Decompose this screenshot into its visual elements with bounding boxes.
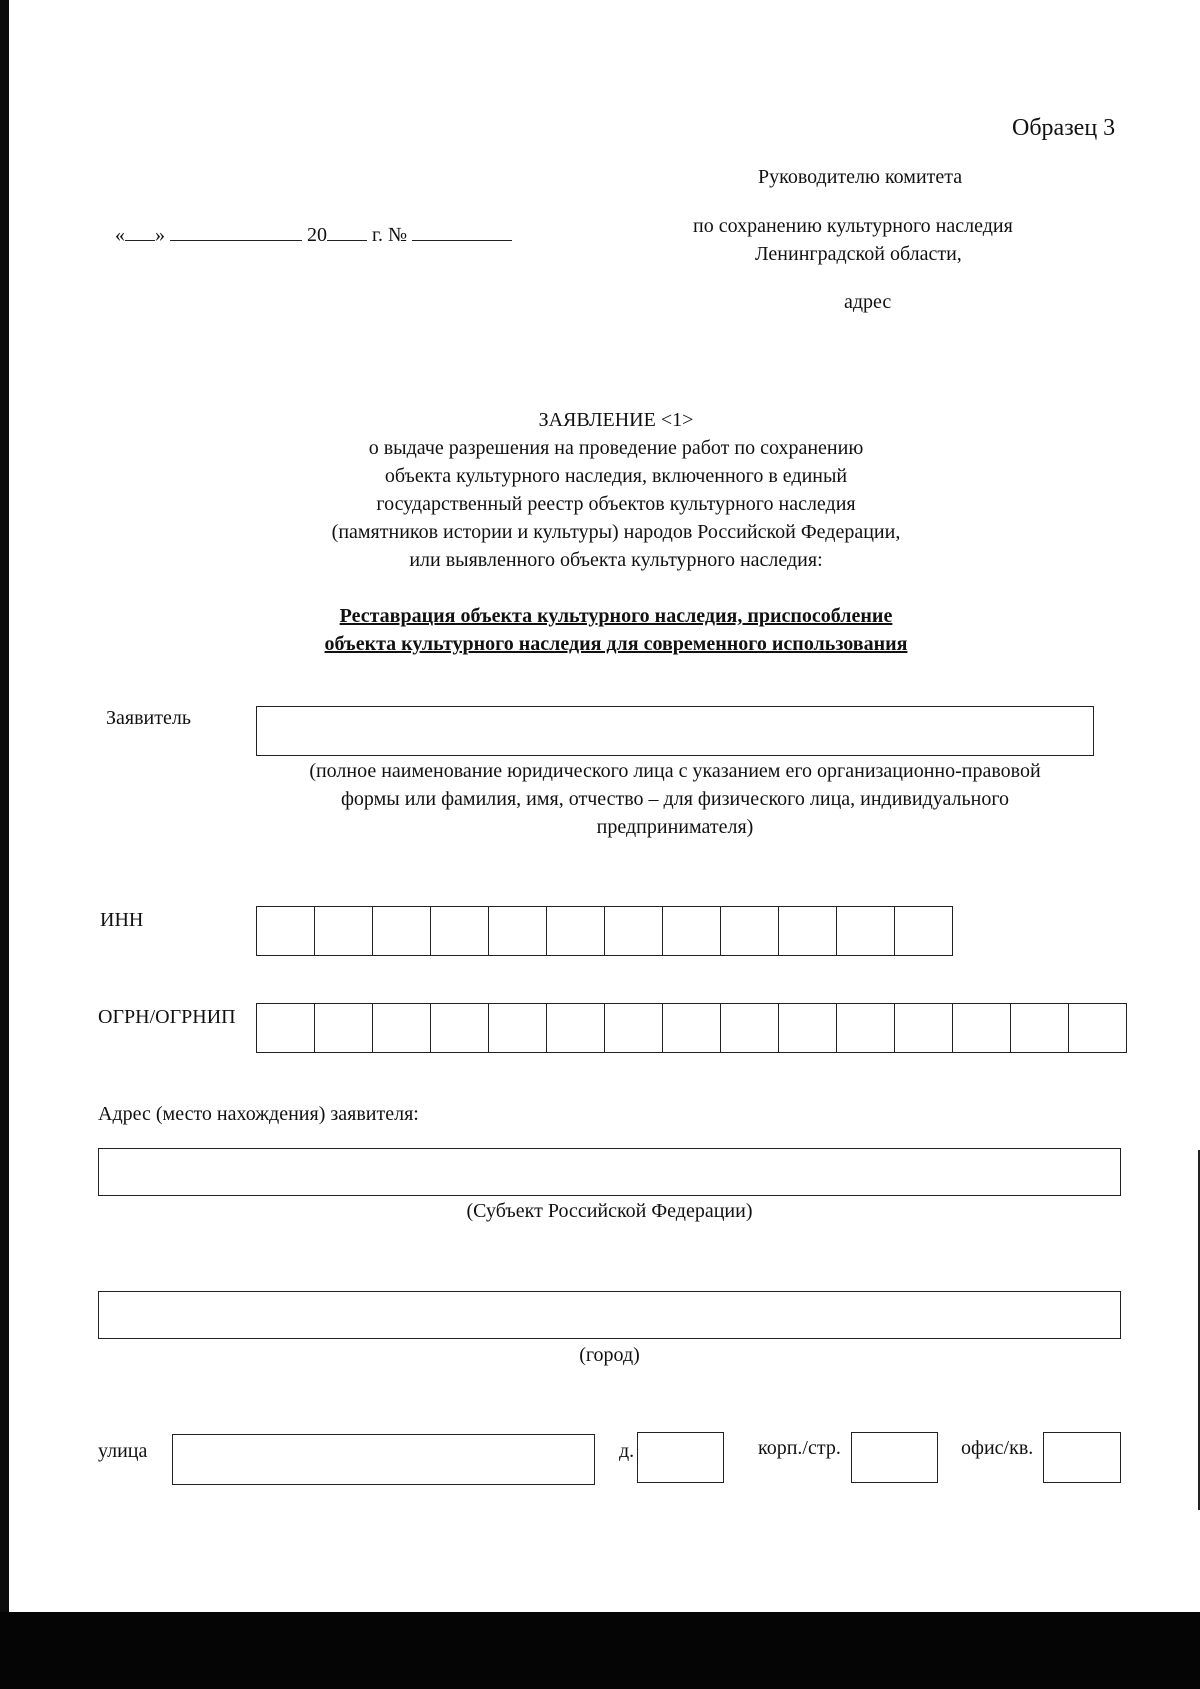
- inn-digit-cell[interactable]: [257, 907, 315, 955]
- house-label: д.: [619, 1440, 635, 1462]
- ogrn-digit-cell[interactable]: [837, 1004, 895, 1052]
- title-line: о выдаче разрешения на проведение работ по сохранению: [368, 437, 864, 459]
- ogrn-digit-cell[interactable]: [257, 1004, 315, 1052]
- ogrn-digit-cell[interactable]: [663, 1004, 721, 1052]
- city-hint: (город): [579, 1344, 640, 1366]
- inn-digit-cell[interactable]: [489, 907, 547, 955]
- number-blank[interactable]: [412, 220, 512, 241]
- address-label: адрес: [844, 291, 892, 313]
- title-line: объекта культурного наследия, включенного в единый: [384, 465, 848, 487]
- title-line: или выявленного объекта культурного наследия:: [409, 549, 823, 571]
- year-prefix: 20: [307, 224, 327, 246]
- ogrn-digit-cell[interactable]: [373, 1004, 431, 1052]
- inn-digit-cell[interactable]: [605, 907, 663, 955]
- day-blank[interactable]: [125, 220, 155, 241]
- work-type-line: объекта культурного наследия для современного использования: [324, 633, 908, 655]
- ogrn-digit-cell[interactable]: [315, 1004, 373, 1052]
- ogrn-digit-cell[interactable]: [547, 1004, 605, 1052]
- applicant-hint: [256, 757, 1094, 841]
- ogrn-digit-cell[interactable]: [605, 1004, 663, 1052]
- address-section-label: Адрес (место нахождения) заявителя:: [98, 1103, 419, 1125]
- street-field[interactable]: [172, 1434, 595, 1485]
- inn-label: ИНН: [100, 909, 144, 931]
- ogrn-digit-cell[interactable]: [895, 1004, 953, 1052]
- applicant-field[interactable]: [256, 706, 1094, 756]
- ogrn-digit-cell[interactable]: [721, 1004, 779, 1052]
- ogrn-digit-cell[interactable]: [431, 1004, 489, 1052]
- applicant-hint-line: формы или фамилия, имя, отчество – для физического лица, индивидуального: [340, 788, 1010, 810]
- title-line: (памятников истории и культуры) народов Российской Федерации,: [331, 521, 901, 543]
- ogrn-digit-cell[interactable]: [953, 1004, 1011, 1052]
- sample-label: Образец 3: [1012, 115, 1116, 141]
- inn-digit-cell[interactable]: [837, 907, 895, 955]
- building-field[interactable]: [851, 1432, 938, 1483]
- applicant-label: Заявитель: [106, 707, 191, 729]
- ogrn-digit-cell[interactable]: [489, 1004, 547, 1052]
- date-open-quote: «: [115, 224, 125, 246]
- recipient-line-2: по сохранению культурного наследия: [693, 215, 1013, 237]
- region-field[interactable]: [98, 1148, 1121, 1196]
- ogrn-digit-cell[interactable]: [1069, 1004, 1127, 1052]
- building-label: корп./стр.: [758, 1437, 841, 1459]
- number-prefix: г. №: [372, 224, 408, 246]
- inn-cells[interactable]: [256, 906, 953, 956]
- city-field[interactable]: [98, 1291, 1121, 1339]
- recipient-line-3: Ленинградской области,: [755, 243, 962, 265]
- work-type-line: Реставрация объекта культурного наследия, приспособление: [339, 605, 893, 627]
- inn-digit-cell[interactable]: [663, 907, 721, 955]
- recipient-line-1: Руководителю комитета: [758, 166, 963, 188]
- year-blank[interactable]: [327, 220, 367, 241]
- office-label: офис/кв.: [961, 1437, 1034, 1459]
- inn-digit-cell[interactable]: [721, 907, 779, 955]
- inn-digit-cell[interactable]: [431, 907, 489, 955]
- inn-digit-cell[interactable]: [373, 907, 431, 955]
- ogrn-digit-cell[interactable]: [1011, 1004, 1069, 1052]
- title-line: государственный реестр объектов культурного наследия: [376, 493, 856, 515]
- date-close-quote: »: [155, 224, 165, 246]
- month-blank[interactable]: [170, 220, 302, 241]
- house-field[interactable]: [637, 1432, 724, 1483]
- document-heading: ЗАЯВЛЕНИЕ <1>: [538, 409, 694, 431]
- title-description: [0, 434, 1200, 574]
- street-label: улица: [98, 1440, 148, 1462]
- inn-digit-cell[interactable]: [315, 907, 373, 955]
- ogrn-label: ОГРН/ОГРНИП: [98, 1006, 236, 1028]
- applicant-hint-line: предпринимателя): [596, 816, 754, 838]
- applicant-hint-line: (полное наименование юридического лица с указанием его организационно-правовой: [309, 760, 1041, 782]
- inn-digit-cell[interactable]: [779, 907, 837, 955]
- scan-bottom-band: [0, 1612, 1200, 1689]
- ogrn-cells[interactable]: [256, 1003, 1127, 1053]
- inn-digit-cell[interactable]: [895, 907, 953, 955]
- work-type: [0, 602, 1200, 658]
- date-line: [115, 220, 512, 249]
- scan-edge-left: [0, 0, 9, 1689]
- inn-digit-cell[interactable]: [547, 907, 605, 955]
- office-field[interactable]: [1043, 1432, 1121, 1483]
- ogrn-digit-cell[interactable]: [779, 1004, 837, 1052]
- region-hint: (Субъект Российской Федерации): [466, 1200, 753, 1222]
